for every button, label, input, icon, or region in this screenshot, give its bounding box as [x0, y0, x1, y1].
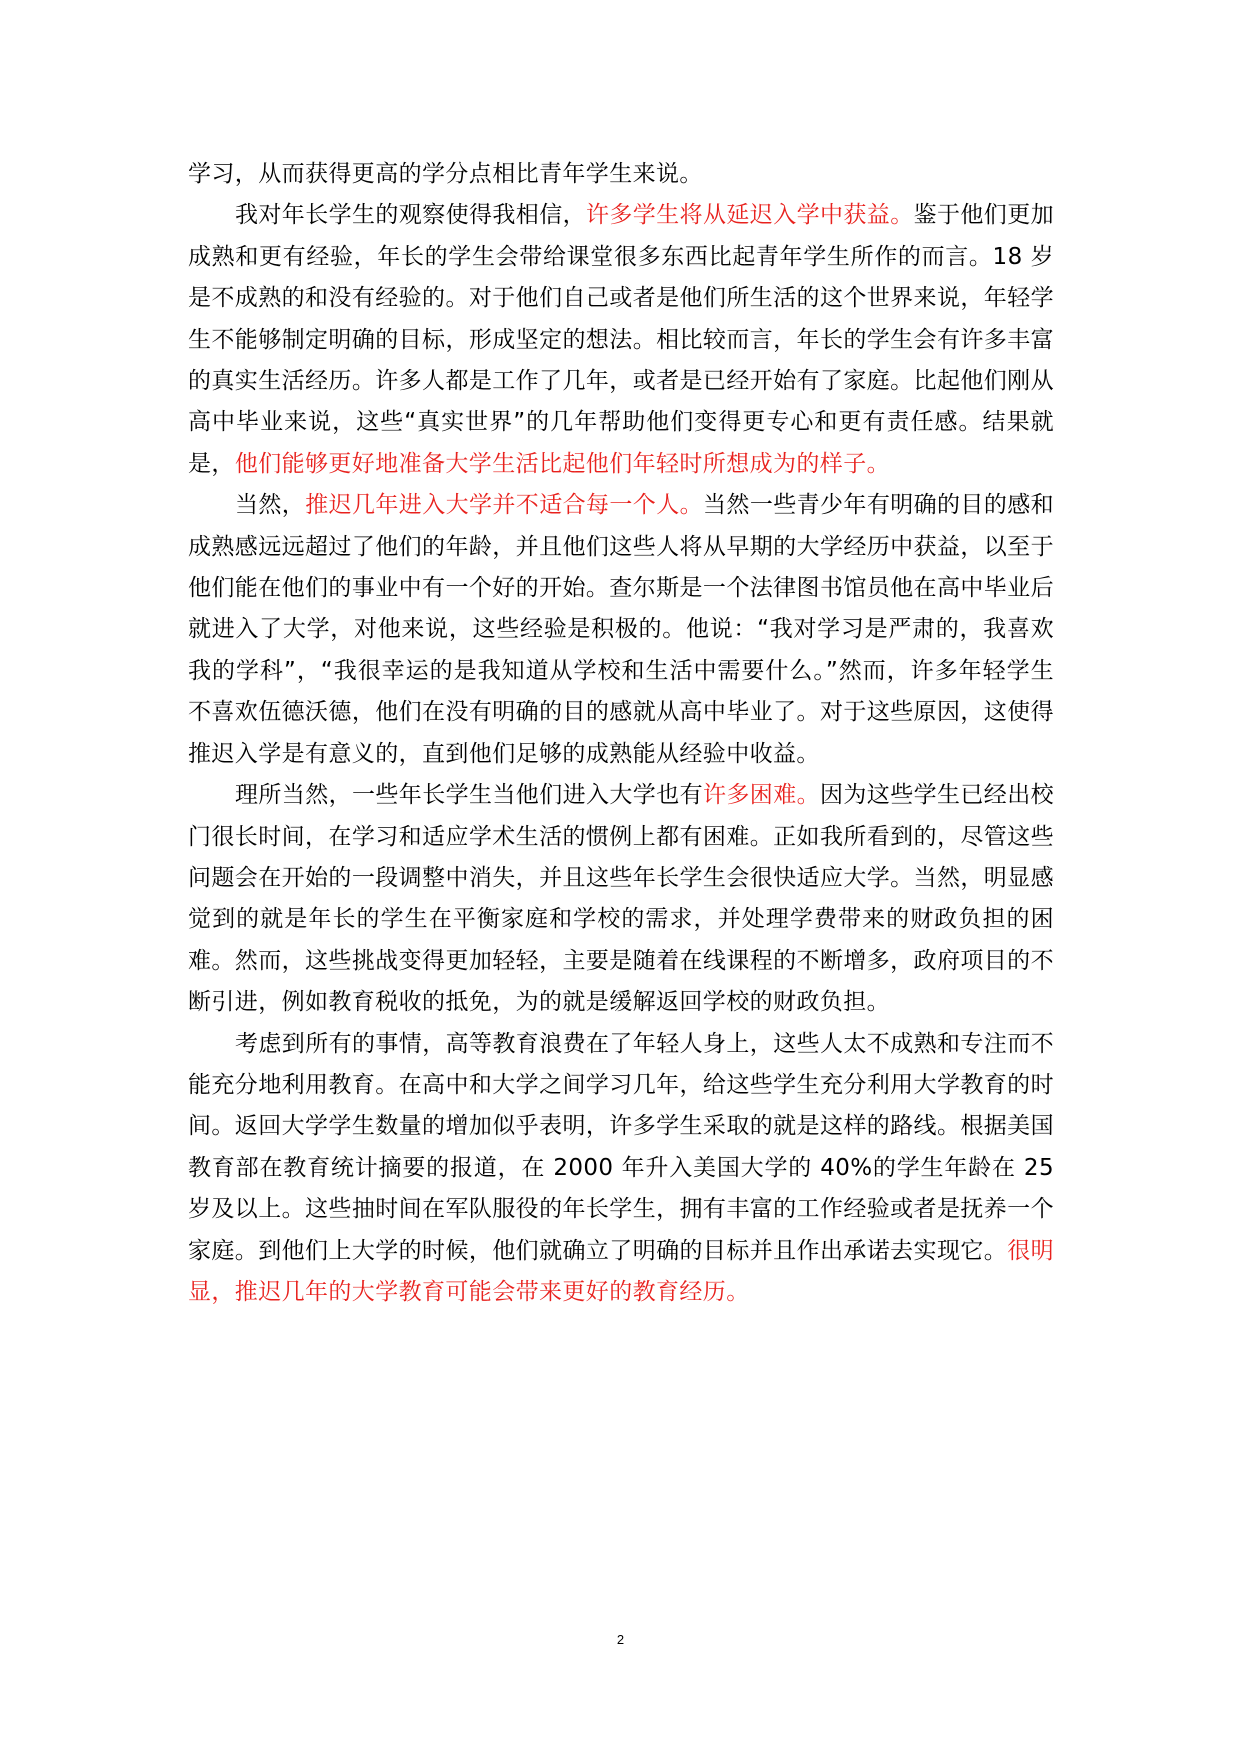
highlighted-text-segment: 推迟几年进入大学并不适合每一个人。: [305, 492, 704, 519]
text-segment: 学习，从而获得更高的学分点相比青年学生来说。: [188, 161, 703, 187]
text-segment: 因为这些学生已经出校门很长时间，在学习和适应学术生活的惯例上都有困难。正如我所看到的，尽管这些问题会在开始的一段调整中消失，并且这些年长学生会很快适应大学。当然，明显感觉到的就是年长的学生在平衡家庭和学校的需求，并处理学费带来的财政负担的困难。然而，这些挑战变得更加轻轻，主要是随着在线课程的不断增多，政府项目的不断引进，例如教育税收的抵免，为的就是缓解返回学校的财政负担。: [188, 782, 1054, 1016]
text-segment: 我对年长学生的观察使得我相信，: [235, 202, 586, 229]
paragraph-difficulties: [188, 775, 1054, 1023]
paragraph-not-for-everyone: [188, 485, 1054, 775]
highlighted-text-segment: 许多学生将从延迟入学中获益。: [586, 202, 914, 229]
highlighted-text-segment: 他们能够更好地准备大学生活比起他们年轻时所想成为的样子。: [234, 450, 891, 477]
page-number: 2: [616, 1632, 625, 1647]
paragraph-conclusion: [188, 1024, 1054, 1314]
highlighted-text-segment: 许多困难。: [703, 782, 820, 809]
text-segment: 当然，: [235, 492, 306, 519]
text-segment: 当然一些青少年有明确的目的感和成熟感远远超过了他们的年龄，并且他们这些人将从早期的大学经历中获益，以至于他们能在他们的事业中有一个好的开始。查尔斯是一个法律图书馆员他在高中毕业后就进入了大学，对他来说，这些经验是积极的。他说：“我对学习是严肃的，我喜欢我的学科”，“我很幸运的是我知道从学校和生活中需要什么。”然而，许多年轻学生不喜欢伍德沃德，他们在没有明确的目的感就从高中毕业了。对于这些原因，这使得推迟入学是有意义的，直到他们足够的成熟能从经验中收益。: [188, 492, 1055, 767]
text-segment: 理所当然，一些年长学生当他们进入大学也有: [235, 782, 703, 809]
paragraph-delayed-entry-benefits: [188, 195, 1054, 485]
document-body: [188, 154, 1054, 1313]
text-segment: 考虑到所有的事情，高等教育浪费在了年轻人身上，这些人太不成熟和专注而不能充分地利用教育。在高中和大学之间学习几年，给这些学生充分利用大学教育的时间。返回大学学生数量的增加似乎表明，许多学生采取的就是这样的路线。根据美国教育部在教育统计摘要的报道，在 2000 年升入美国大学的 40%的学生年龄在 25 岁及以上。这些抽时间在军队服役的年长学生，拥有丰富的工作经验或者是抚养一个家庭。到他们上大学的时候，他们就确立了明确的目标并且作出承诺去实现它。: [188, 1030, 1054, 1264]
highlighted-text-segment: 很明显，推迟几年的大学教育可能会带来更好的教育经历。: [188, 1237, 1054, 1305]
text-segment: 鉴于他们更加成熟和更有经验，年长的学生会带给课堂很多东西比起青年学生所作的而言。18 岁是不成熟的和没有经验的。对于他们自己或者是他们所生活的这个世界来说，年轻学生不能够制定明确的目标，形成坚定的想法。相比较而言，年长的学生会有许多丰富的真实生活经历。许多人都是工作了几年，或者是已经开始有了家庭。比起他们刚从高中毕业来说，这些“真实世界”的几年帮助他们变得更专心和更有责任感。结果就是，: [188, 202, 1055, 477]
paragraph-continuation: [188, 154, 1054, 195]
